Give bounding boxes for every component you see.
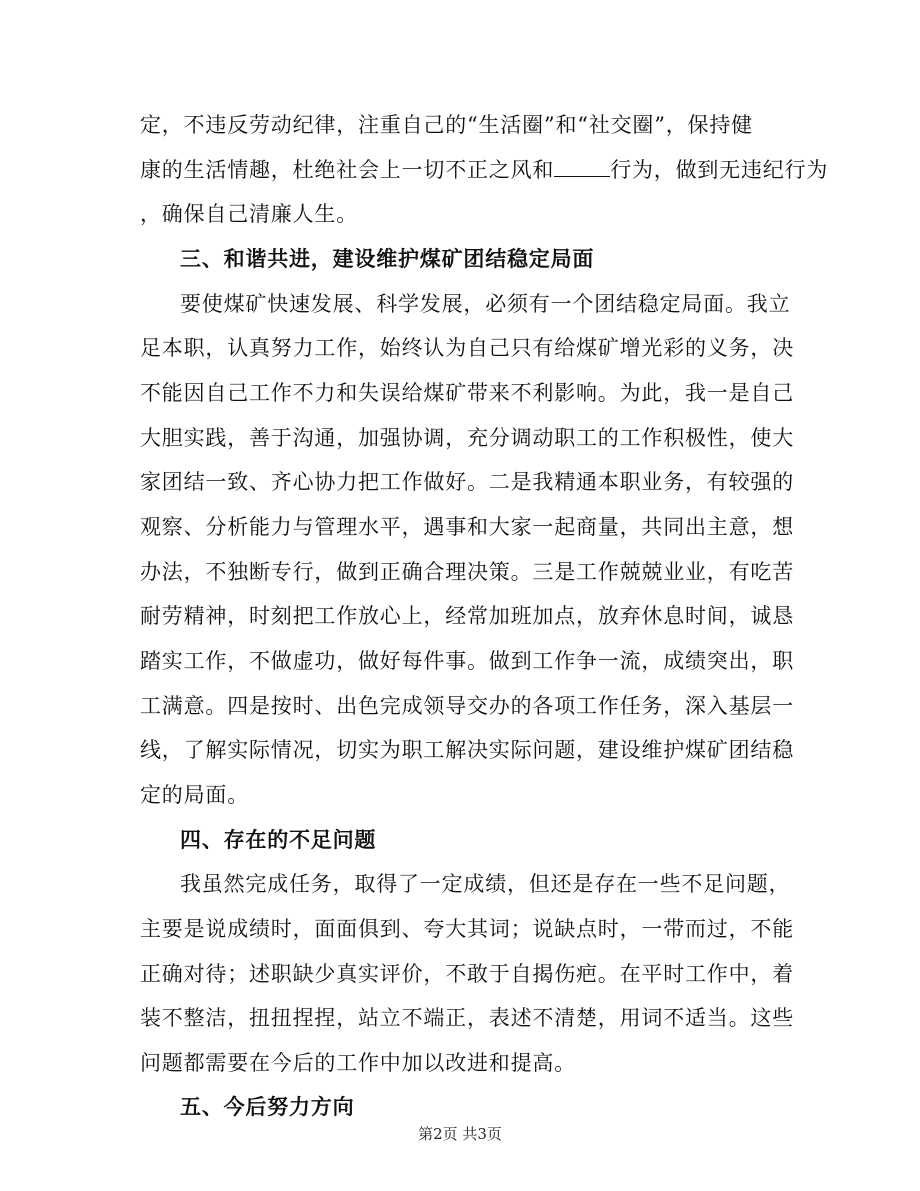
- text-line: [140, 155, 828, 185]
- text-line: 问题都需要在今后的工作中加以改进和提高。: [140, 1051, 576, 1075]
- text-line: 足本职，认真努力工作，始终认为自己只有给煤矿增光彩的义务，决: [140, 336, 794, 360]
- text-line: 观察、分析能力与管理水平，遇事和大家一起商量，共同出主意，想: [140, 515, 794, 539]
- text-line: 线，了解实际情况，切实为职工解决实际问题，建设维护煤矿团结稳: [140, 738, 794, 762]
- text-line: 正确对待；述职缺少真实评价，不敢于自揭伤疤。在平时工作中，着: [140, 962, 794, 986]
- text-line: 工满意。四是按时、出色完成领导交办的各项工作任务，深入基层一: [140, 694, 794, 718]
- text-segment: 康的生活情趣，杜绝社会上一切不正之风和: [140, 158, 555, 182]
- section-heading: 四、存在的不足问题: [180, 827, 377, 852]
- text-line: 定的局面。: [140, 783, 249, 807]
- text-line: 定，不违反劳动纪律，注重自己的“生活圈”和“社交圈”，保持健: [140, 113, 753, 137]
- text-line: 踏实工作，不做虚功，做好每件事。做到工作争一流，成绩突出，职: [140, 649, 794, 673]
- text-line: 大胆实践，善于沟通，加强协调，充分调动职工的工作积极性，使大: [140, 426, 794, 450]
- page-number-footer: 第2页 共3页: [418, 1125, 502, 1143]
- text-line: 办法，不独断专行，做到正确合理决策。三是工作兢兢业业，有吃苦: [140, 560, 794, 584]
- paragraph-first-line: 我虽然完成任务，取得了一定成绩，但还是存在一些不足问题，: [180, 872, 791, 896]
- text-segment: 行为，做到无违纪行为: [610, 158, 829, 182]
- paragraph-first-line: 要使煤矿快速发展、科学发展，必须有一个团结稳定局面。我立: [180, 292, 791, 316]
- text-line: 主要是说成绩时，面面俱到、夸大其词；说缺点时，一带而过，不能: [140, 917, 794, 941]
- text-line: ，确保自己清廉人生。: [140, 202, 358, 226]
- section-heading: 五、今后努力方向: [180, 1094, 355, 1119]
- text-line: 不能因自己工作不力和失误给煤矿带来不利影响。为此，我一是自己: [140, 381, 794, 405]
- fill-in-blank: [554, 158, 610, 177]
- text-line: 耐劳精神，时刻把工作放心上，经常加班加点，放弃休息时间，诚恳: [140, 604, 794, 628]
- section-heading: 三、和谐共进，建设维护煤矿团结稳定局面: [180, 246, 595, 271]
- text-line: 家团结一致、齐心协力把工作做好。二是我精通本职业务，有较强的: [140, 470, 794, 494]
- text-line: 装不整洁，扭扭捏捏，站立不端正，表述不清楚，用词不适当。这些: [140, 1006, 794, 1030]
